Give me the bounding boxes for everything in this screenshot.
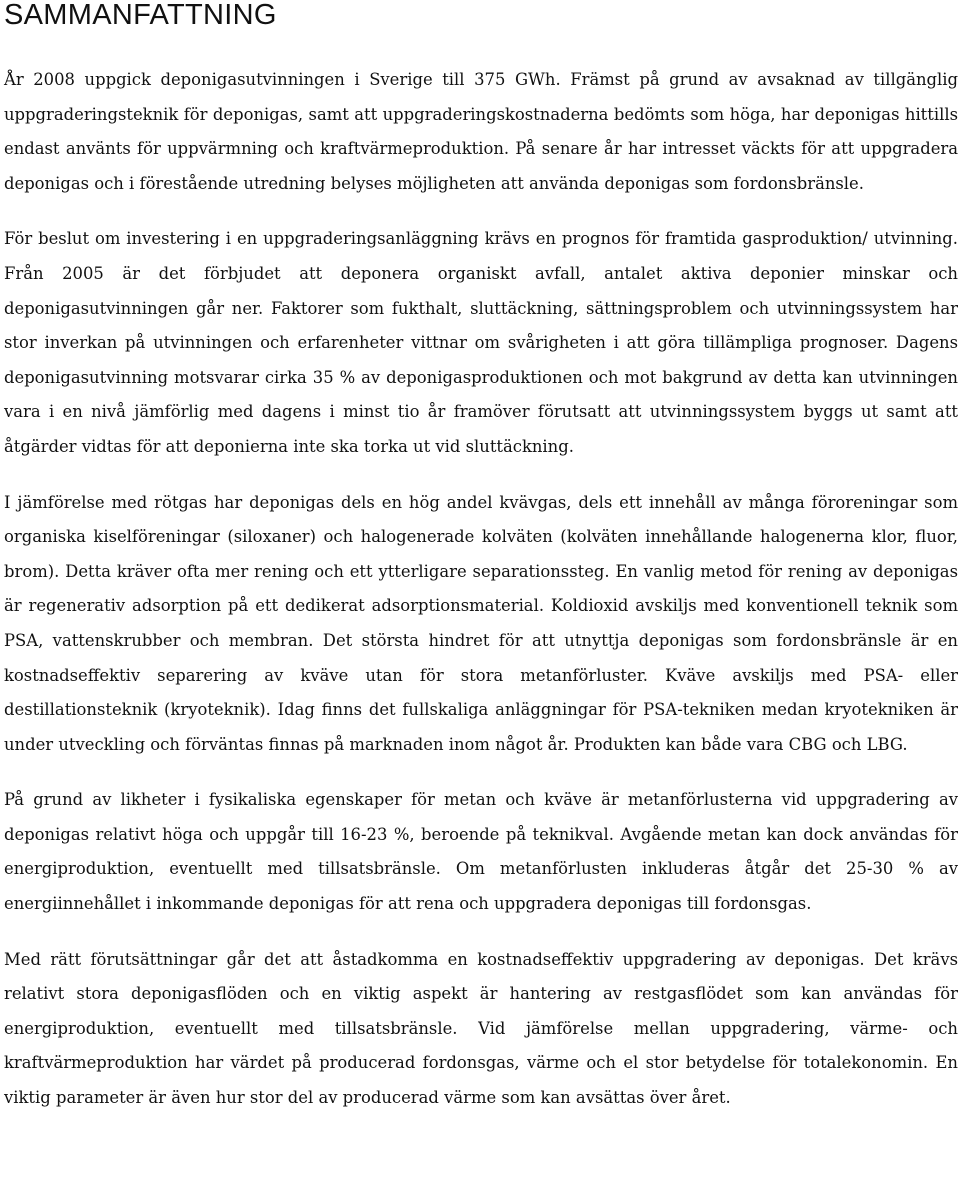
paragraph-4: På grund av likheter i fysikaliska egenskaper för metan och kväve är metanförlusterna vid uppgradering av deponigas relativt höga och uppgår till 16-23 %, beroende på teknikval. Avgående metan kan dock användas för energiproduktion, eventuellt med tillsatsbränsle. Om metanförlusten inkluderas åtgår det 25-30 % av energiinnehållet i inkommande deponigas för att rena och uppgradera deponigas till fordonsgas. bbox=[4, 790, 958, 914]
paragraph-2: För beslut om investering i en uppgraderingsanläggning krävs en prognos för framtida gasproduktion/ utvinning. Från 2005 är det förbjudet att deponera organiskt avfall, antalet aktiva deponier minskar och deponigasutvinningen går ner. Faktorer som fukthalt, sluttäckning, sättningsproblem och utvinningssystem har stor inverkan på utvinningen och erfarenheter vittnar om svårigheten i att göra tillämpliga prognoser. Dagens deponigasutvinning motsvarar cirka 35 % av deponigasproduktionen och mot bakgrund av detta kan utvinningen vara i en nivå jämförlig med dagens i minst tio år framöver förutsatt att utvinningssystem byggs ut samt att åtgärder vidtas för att deponierna inte ska torka ut vid sluttäckning. bbox=[4, 229, 958, 456]
document-page bbox=[4, 0, 958, 1116]
paragraph-5: Med rätt förutsättningar går det att åstadkomma en kostnadseffektiv uppgradering av deponigas. Det krävs relativt stora deponigasflöden och en viktig aspekt är hantering av restgasflödet som kan användas för energiproduktion, eventuellt med tillsatsbränsle. Vid jämförelse mellan uppgradering, värme- och kraftvärmeproduktion har värdet på producerad fordonsgas, värme och el stor betydelse för totalekonomin. En viktig parameter är även hur stor del av producerad värme som kan avsättas över året. bbox=[4, 949, 958, 1108]
paragraph-1: År 2008 uppgick deponigasutvinningen i Sverige till 375 GWh. Främst på grund av avsaknad av tillgänglig uppgraderingsteknik för deponigas, samt att uppgraderingskostnaderna bedömts som höga, har deponigas hittills endast använts för uppvärmning och kraftvärmeproduktion. På senare år har intresset väckts för att uppgradera deponigas och i förestående utredning belyses möjligheten att använda deponigas som fordonsbränsle. bbox=[4, 70, 958, 193]
page-title: SAMMANFATTNING bbox=[4, 0, 277, 31]
paragraph-3: I jämförelse med rötgas har deponigas dels en hög andel kvävgas, dels ett innehåll av många föroreningar som organiska kiselföreningar (siloxaner) och halogenerade kolväten (kolväten innehållande halogenerna klor, fluor, brom). Detta kräver ofta mer rening och ett ytterligare separationssteg. En vanlig metod för rening av deponigas är regenerativ adsorption på ett dedikerat adsorptionsmaterial. Koldioxid avskiljs med konventionell teknik som PSA, vattenskrubber och membran. Det största hindret för att utnyttja deponigas som fordonsbränsle är en kostnadseffektiv separering av kväve utan för stora metanförluster. Kväve avskiljs med PSA- eller destillationsteknik (kryoteknik). Idag finns det fullskaliga anläggningar för PSA-tekniken medan kryotekniken är under utveckling och förväntas finnas på marknaden inom något år. Produkten kan både vara CBG och LBG. bbox=[4, 492, 958, 754]
